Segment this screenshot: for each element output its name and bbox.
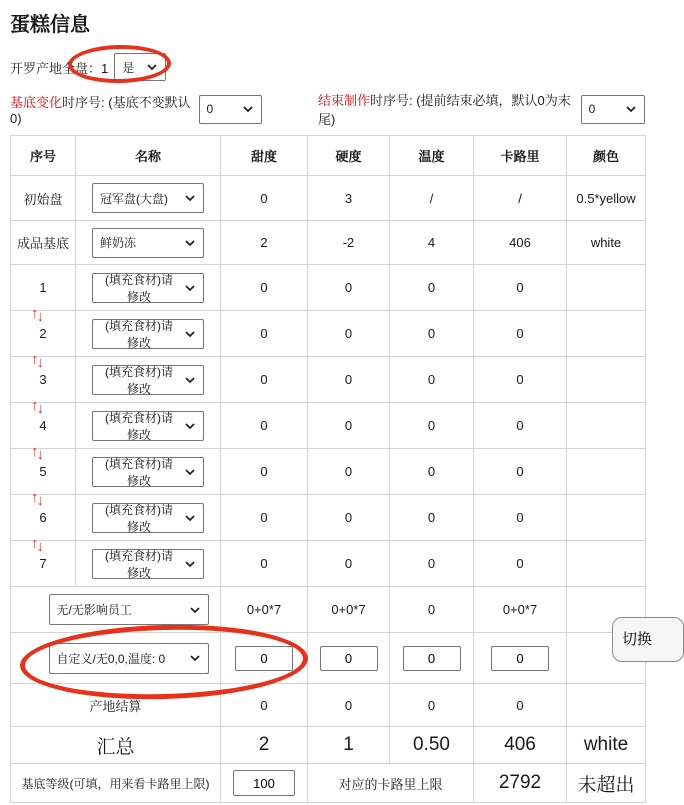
row-label: 成品基底 [11,221,76,265]
fill-select-value: (填充食材)请修改 [105,365,173,396]
col-header-hard: 硬度 [308,136,390,176]
row-number: 1 [39,280,47,295]
summary-row [11,727,646,764]
hard-value: 0 [308,541,390,587]
color-value [567,311,646,357]
fill-select-4[interactable] [92,411,204,441]
row-label: 初始盘 [11,176,76,221]
end-make-label [318,90,575,128]
row-number: 3 [39,372,47,387]
end-make-label-red: 结束制作 [317,93,370,108]
fill-row-5 [11,449,646,495]
color-value [567,684,646,727]
origin-label: 开罗产地全盘：1 [10,60,109,76]
end-make-select-value: 0 [588,102,596,116]
hard-formula: 0+0*7 [308,587,390,633]
color-value [567,357,646,403]
cal-value: 0 [474,403,567,449]
cal-value: 0 [474,541,567,587]
col-header-num: 序号 [11,136,76,176]
fill-row-2 [11,311,646,357]
base-select[interactable] [92,228,204,258]
chevron-down-icon [189,654,201,662]
origin-select-value: 是 [122,60,135,75]
color-value: white [567,221,646,265]
col-header-temp: 温度 [390,136,474,176]
fill-select-2[interactable] [92,319,204,349]
fill-row-7 [11,541,646,587]
custom-cal-input[interactable] [491,646,549,671]
sweet-total: 2 [221,727,308,764]
chevron-down-icon [184,239,196,247]
fill-row-3 [11,357,646,403]
move-row-arrows-icon[interactable]: ↑↓ [31,397,42,417]
color-value [567,495,646,541]
base-change-label [10,92,193,126]
custom-select-value: 自定义/无0,0,温度: 0 [56,651,166,666]
custom-sweet-input[interactable] [235,646,293,671]
move-row-arrows-icon[interactable]: ↑↓ [31,351,42,371]
sweet-value: 0 [221,541,308,587]
hard-value: 0 [308,357,390,403]
chevron-down-icon [184,468,196,476]
temp-value: 0 [390,265,474,311]
cal-value: 0 [474,495,567,541]
origin-select[interactable] [114,53,166,81]
initial-plate-select-value: 冠军盘(大盘) [100,191,168,206]
sweet-value: 0 [221,265,308,311]
temp-value: 0 [390,684,474,727]
switch-button[interactable]: 切换 [612,617,684,662]
calorie-status: 未超出 [567,764,646,803]
row-number: 2 [39,326,47,341]
chevron-down-icon [184,376,196,384]
chevron-down-icon [146,63,158,71]
custom-temp-input[interactable] [403,646,461,671]
fill-select-value: (填充食材)请修改 [105,549,173,580]
hard-value: 3 [308,176,390,221]
fill-select-6[interactable] [92,503,204,533]
color-value [567,541,646,587]
fill-row-4 [11,403,646,449]
calorie-cap-value: 2792 [474,764,567,803]
cal-value: / [474,176,567,221]
fill-select-value: (填充食材)请修改 [105,503,173,534]
base-change-label-red: 基底变化 [10,95,63,110]
custom-select[interactable] [49,643,209,674]
chevron-down-icon [184,194,196,202]
fill-select-value: (填充食材)请修改 [105,457,173,488]
move-row-arrows-icon[interactable]: ↑↓ [31,443,42,463]
staff-effect-select[interactable] [49,594,209,625]
sequence-row [10,93,645,125]
cal-value: 0 [474,311,567,357]
color-value [567,449,646,495]
move-row-arrows-icon[interactable]: ↑↓ [31,535,42,555]
settlement-row [11,684,646,727]
page-title: 蛋糕信息 [10,14,90,36]
col-header-name: 名称 [76,136,221,176]
fill-select-7[interactable] [92,549,204,579]
summary-label: 汇总 [11,727,221,764]
chevron-down-icon [184,514,196,522]
chevron-down-icon [184,560,196,568]
temp-value: / [390,176,474,221]
fill-row-6 [11,495,646,541]
temp-value: 0 [390,449,474,495]
sweet-value: 0 [221,449,308,495]
hard-value: 0 [308,495,390,541]
cal-value: 0 [474,357,567,403]
row-number: 6 [39,510,47,525]
fill-select-value: (填充食材)请修改 [105,273,173,304]
sweet-value: 0 [221,357,308,403]
hard-value: 0 [308,311,390,357]
hard-value: 0 [308,265,390,311]
base-row [11,221,646,265]
row-number: 4 [39,418,47,433]
settlement-label: 产地结算 [11,684,221,727]
cal-total: 406 [474,727,567,764]
staff-effect-select-value: 无/无影响员工 [56,603,132,617]
hard-total: 1 [308,727,390,764]
move-row-arrows-icon[interactable]: ↑↓ [31,489,42,509]
chevron-down-icon [184,422,196,430]
sweet-value: 0 [221,311,308,357]
col-header-cal: 卡路里 [474,136,567,176]
cal-formula: 0+0*7 [474,587,567,633]
row-number: 5 [39,464,47,479]
hard-value: 0 [308,449,390,495]
temp-total: 0.50 [390,727,474,764]
end-make-select[interactable] [581,95,645,124]
cake-table [10,135,646,803]
chevron-down-icon [242,105,254,113]
custom-row [11,633,646,684]
hard-value: 0 [308,684,390,727]
fill-select-value: (填充食材)请修改 [105,319,173,350]
base-select-value: 鲜奶冻 [100,236,137,250]
fill-select-5[interactable] [92,457,204,487]
initial-plate-select[interactable] [92,183,204,213]
origin-row [10,52,166,82]
temp-value: 4 [390,221,474,265]
base-level-row [11,764,646,803]
sweet-value: 2 [221,221,308,265]
custom-hard-input[interactable] [320,646,378,671]
temp-value: 0 [390,311,474,357]
col-header-color: 颜色 [567,136,646,176]
base-change-label-rest: 时序号: (基底不变默认0) [10,95,191,126]
chevron-down-icon [184,284,196,292]
color-value: 0.5*yellow [567,176,646,221]
end-make-label-rest: 时序号: (提前结束必填，默认0为末尾) [317,93,571,127]
base-level-input[interactable] [233,770,295,796]
fill-select-1[interactable] [92,273,204,303]
sweet-value: 0 [221,495,308,541]
move-row-arrows-icon[interactable]: ↑↓ [31,305,42,325]
sweet-value: 0 [221,684,308,727]
cal-value: 0 [474,684,567,727]
fill-select-3[interactable] [92,365,204,395]
temp-value: 0 [390,403,474,449]
cal-value: 406 [474,221,567,265]
color-value [567,403,646,449]
color-total: white [567,727,646,764]
hard-value: 0 [308,403,390,449]
cal-value: 0 [474,265,567,311]
hard-value: -2 [308,221,390,265]
sweet-formula: 0+0*7 [221,587,308,633]
color-value [567,265,646,311]
temp-value: 0 [390,541,474,587]
base-level-label: 基底等级(可填，用来看卡路里上限) [11,764,221,803]
cal-value: 0 [474,449,567,495]
sweet-value: 0 [221,403,308,449]
chevron-down-icon [189,606,201,614]
col-header-sweet: 甜度 [221,136,308,176]
temp-value: 0 [390,357,474,403]
chevron-down-icon [184,330,196,338]
staff-effect-row [11,587,646,633]
base-change-select[interactable] [199,95,262,124]
temp-value: 0 [390,495,474,541]
chevron-down-icon [625,105,637,113]
fill-select-value: (填充食材)请修改 [105,411,173,442]
temp-formula: 0 [390,587,474,633]
calorie-cap-label: 对应的卡路里上限 [308,764,474,803]
table-header-row [11,136,646,176]
fill-row-1 [11,265,646,311]
sweet-value: 0 [221,176,308,221]
base-change-select-value: 0 [206,102,214,116]
initial-plate-row [11,176,646,221]
row-number: 7 [39,556,47,571]
